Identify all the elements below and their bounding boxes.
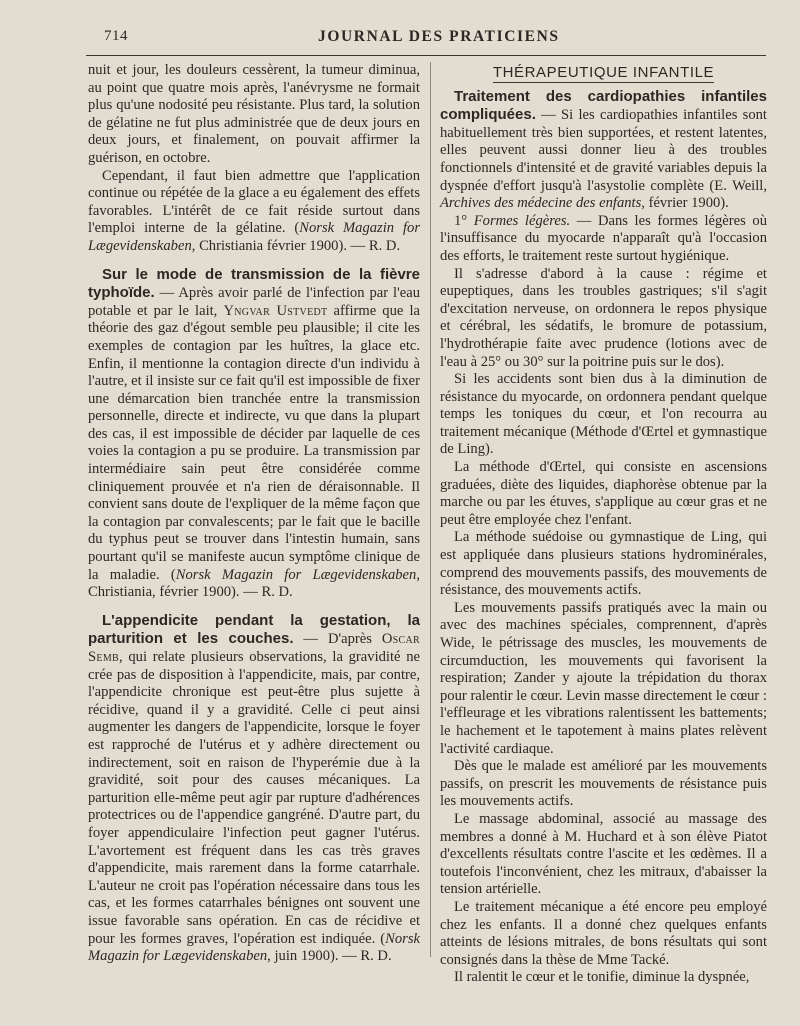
- appendicitis-article: [88, 612, 420, 966]
- light-forms-paragraph: [440, 213, 767, 266]
- typhoid-body: affirme que la théorie des gaz d'égout semble peu plausible; il cite les exemples de contagion par les huîtres, la glace etc. Enfin, il mentionne la contagion directe d'un individu à l'autre, et il insiste sur ce fait qu'il est impossible de fixer une démarcation bien tranchée entre la transmission personnelle, directe et indirecte, vu que dans la plupart des cas, il est impossible de décider par laquelle de ces voies la contagion a pu se produire. La transmission par intermédiaire sain peut être considérée comme cliniquement prouvée et n'a rien de déraisonnable. Il convient sans doute de l'expliquer de la même façon que la contagion par convalescents; par le fait que le bacille du typhus peut se trouver dans l'intestin humain, sans pourtant qu'il se manifeste aucun symptôme clinique de la maladie. (: [88, 302, 420, 583]
- aneurysm-paragraph-1: nuit et jour, les douleurs cessèrent, la tumeur diminua, au point que quatre mois après, l'anévrysme ne formait plus qu'une nodosité peu résistante. Plus tard, la solution de gélatine ne fut plus administrée que de deux jours en deux jours, et finalement, on pouvait affirmer la guérison, en octobre.: [88, 62, 420, 166]
- passive-movements-paragraph: Les mouvements passifs pratiqués avec la main ou avec des machines spéciales, comprennent, d'après Wide, le pétrissage des muscles, les mouvements de circumduction, les mouvements qui favorisent la respiration; Zander y ajoute la trépidation du thorax pour ralentir le cœur. Levin masse directement le cœur : l'effleurage et les vibrations ralentissent les battements; le hachement et le tapotement à mains plates relèvent l'activité cardiaque.: [440, 599, 767, 757]
- typhoid-source-end: , Christiania, février 1900). — R. D.: [88, 566, 420, 601]
- cardiopathy-source-end: , février 1900).: [641, 195, 729, 212]
- aneurysm-paragraph-2-text: Cependant, il faut bien admettre que l'application continue ou répétée de la glace a eu également des effets favorables. L'intérêt de ce fait réside surtout dans l'emploi interne de la gélatine. (: [88, 167, 420, 237]
- page-header: [0, 28, 800, 50]
- typhoid-paragraph: [88, 266, 420, 602]
- appendicitis-intro: — D'après: [293, 631, 382, 648]
- typhoid-intro: — Après avoir parlé de l'infection par l'eau potable et par le lait,: [88, 285, 420, 319]
- heart-slowing-paragraph: Il ralentit le cœur et le tonifie, diminue la dyspnée,: [454, 969, 750, 986]
- cardiopathy-intro-text: — Si les cardiopathies infantiles sont habituellement très bien supportées, et restent latentes, elles peuvent aussi donner lieu à des troubles fonctionnels d'intensité et de gravité variables depuis la dyspnée d'effort jusqu'à l'asystolie complète (E. Weill,: [440, 107, 767, 194]
- section-title: [440, 64, 767, 82]
- cardiopathy-intro-paragraph: [440, 88, 767, 213]
- cause-paragraph: Il s'adresse d'abord à la cause : régime et eupeptiques, dans les troubles gastriques; s'il s'agit d'excitation nerveuse, on ordonnera le repos physique et cérébral, les sédatifs, le bromure de potassium, l'hydrothérapie faite avec prudence (lotions avec de l'eau à 25° ou 30° sur la poitrine puis sur le dos).: [440, 265, 767, 370]
- myocardium-paragraph: Si les accidents sont bien dus à la diminution de résistance du myocarde, on ordonnera pendant quelque temps les toniques du cœur, et l'on recourra au traitement mécanique (Méthode d'Œrtel et gymnastique de Ling).: [440, 371, 767, 458]
- resistance-movements-paragraph: Dès que le malade est amélioré par les mouvements passifs, on prescrit les mouvements de résistance puis les mouvements actifs.: [440, 758, 767, 810]
- light-forms-label: Formes légères.: [473, 212, 571, 229]
- journal-title: JOURNAL DES PRATICIENS: [318, 28, 560, 45]
- light-forms-number: 1°: [454, 212, 474, 229]
- ling-paragraph: La méthode suédoise ou gymnastique de Ling, qui est appliquée dans plusieurs stations hydrominérales, comprend des mouvements passifs, des mouvements de résistance, des mouvements actifs.: [440, 529, 767, 599]
- appendicitis-source: Norsk Magazin for Lægevidenskaben: [88, 930, 420, 965]
- mechanical-treatment-paragraph: Le traitement mécanique a été encore peu employé chez les enfants. Il a donné chez quelques enfants atteints de lésions mitrales, de bons résultats qui sont consignés dans la thèse de Mme Tacké.: [440, 898, 767, 968]
- aneurysm-paragraph-2: [88, 168, 420, 256]
- typhoid-article: [88, 266, 420, 602]
- typhoid-article-title: Sur le mode de transmission de la fièvre typhoïde.: [88, 265, 420, 302]
- section-title-text: THÉRAPEUTIQUE INFANTILE: [492, 64, 715, 81]
- header-rule: [86, 55, 766, 56]
- appendicitis-paragraph: [88, 612, 420, 966]
- appendicitis-body: , qui relate plusieurs observations, la gravidité ne crée pas de disposition à l'appendicite, mais, par contre, l'appendicite chronique est peut-être plus sujette à récidive, quand il y a gravidité. Celle ci peut ainsi augmenter les dangers de l'appendicite, lorsque le foyer est rapproché de l'utérus et y adhère directement ou indirectement, soit en raison de l'hyperémie due à la gravidité, soit pour des causes mécaniques. La parturition elle-même peut agir par rupture d'adhérences protectrices ou de l'appendice gangréné. D'autre part, du foyer appendiculaire l'infection peut gagner l'utérus. L'avortement est fréquent dans les cas très graves d'appendicite, mais rarement dans la forme catarrhale. L'auteur ne croit pas l'opération nécessaire dans tous les cas, et les formes catarrhales bénignes ont souvent une issue favorable sans opération. En cas de récidive et pour les formes graves, l'opération est indiquée. (: [88, 649, 420, 947]
- appendicitis-article-title: L'appendicite pendant la gestation, la parturition et les couches.: [88, 611, 420, 648]
- cardiopathy-source: Archives des médecine des enfants: [440, 195, 642, 212]
- oertel-paragraph: La méthode d'Œrtel, qui consiste en ascensions graduées, diète des liquides, diaphorèse obtenue par la marche ou par les étuves, s'applique au cœur gras et ne peut être employée chez l'enfant.: [440, 459, 767, 528]
- cardiopathy-article-title: Traitement des cardiopathies infantiles compliquées.: [440, 87, 767, 124]
- light-forms-text: — Dans les formes légères où l'insuffisance du myocarde n'apparaît qu'à l'occasion des efforts, le traitement reste surtout hygiénique.: [440, 212, 767, 264]
- right-column: [440, 62, 767, 987]
- page-number: 714: [104, 28, 128, 44]
- column-divider: [430, 62, 431, 957]
- appendicitis-author: Oscar Semb: [88, 631, 420, 665]
- typhoid-source: Norsk Magazin for Lægevidenskaben: [175, 566, 417, 583]
- typhoid-author: Yngvar Ustvedt: [223, 302, 328, 319]
- aneurysm-source: Norsk Magazin for Lægevidenskaben: [88, 220, 421, 254]
- aneurysm-source-end: , Christiania février 1900). — R. D.: [191, 237, 401, 254]
- appendicitis-source-end: , juin 1900). — R. D.: [267, 948, 392, 965]
- abdominal-massage-paragraph: Le massage abdominal, associé au massage des membres a donné à M. Huchard et à son élève Piatot d'excellents résultats contre l'ascite et les œdèmes. Il a toutefois l'inconvénient, chez les mitraux, d'abaisser la tension artérielle.: [440, 810, 767, 898]
- left-column: [88, 62, 420, 966]
